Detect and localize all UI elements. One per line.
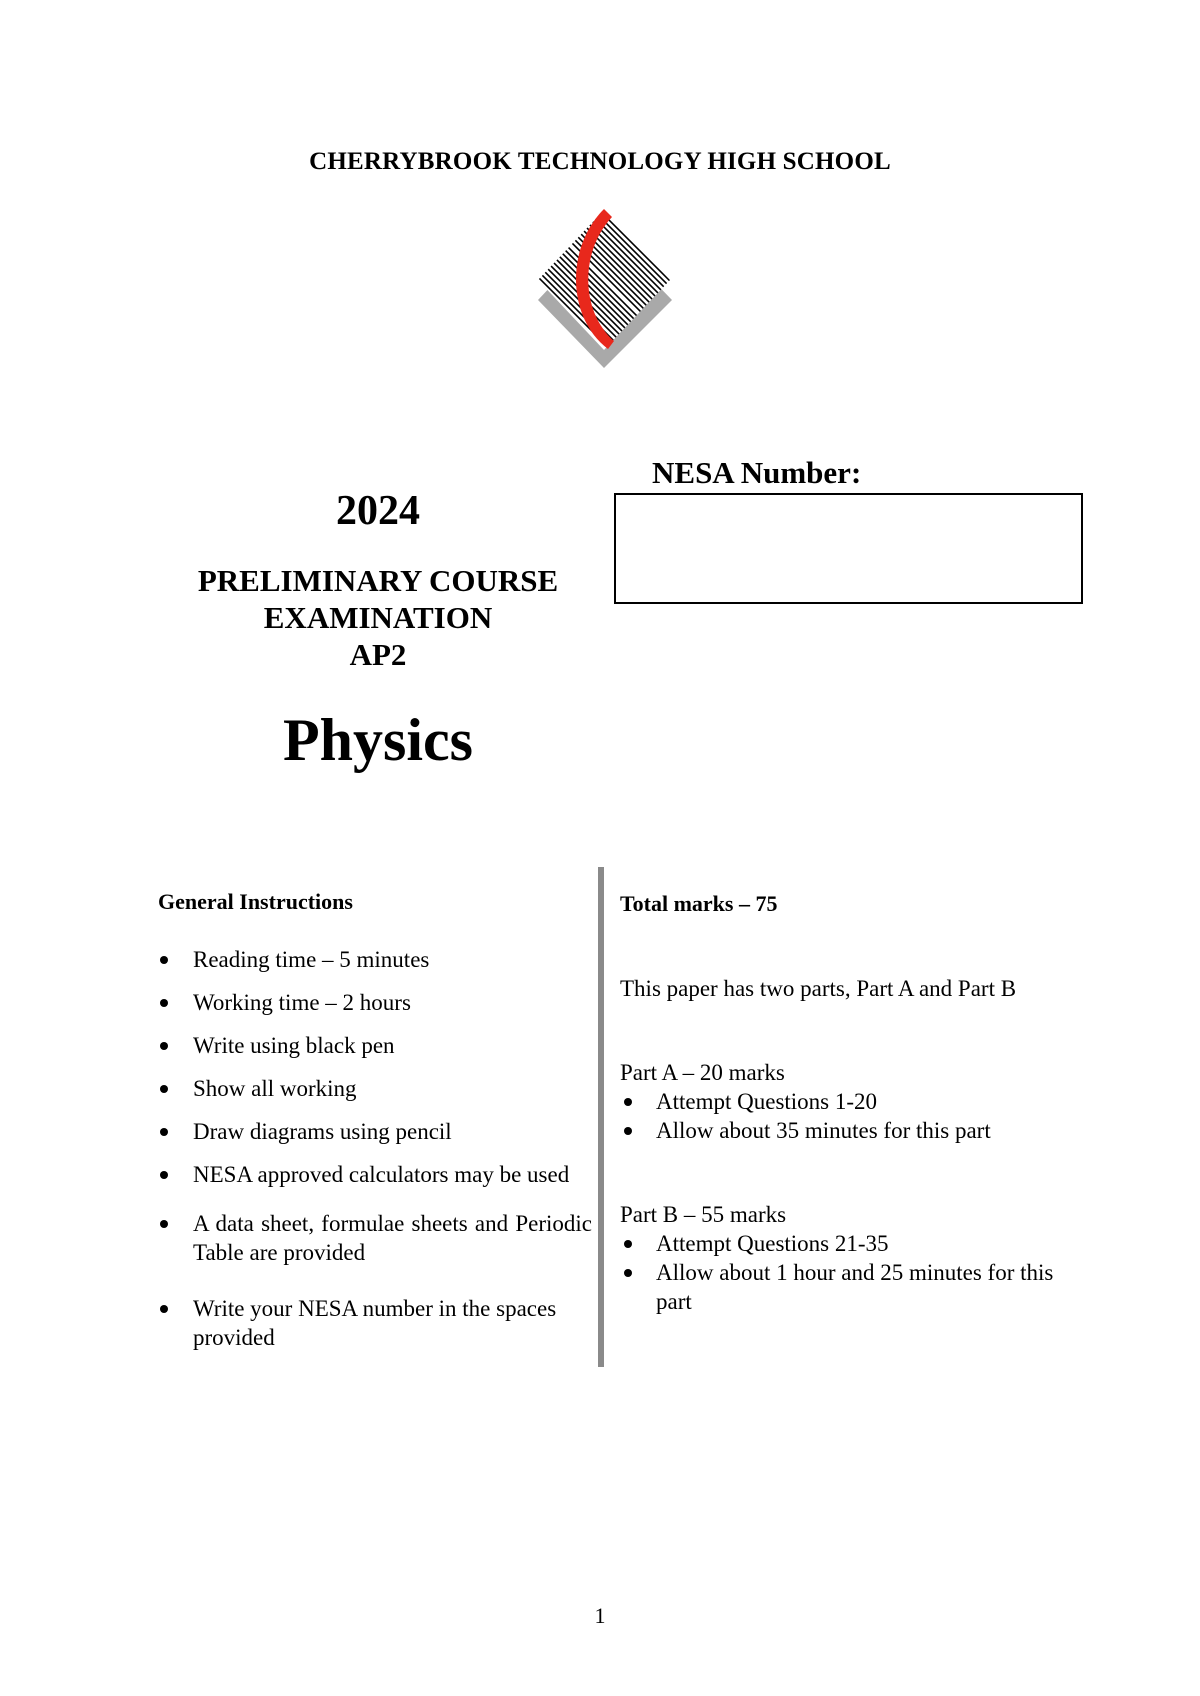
subject-title: Physics xyxy=(282,707,474,773)
list-item: A data sheet, formulae sheets and Periodic Table are provided xyxy=(158,1209,592,1267)
list-item: Draw diagrams using pencil xyxy=(158,1117,592,1146)
list-item: Allow about 35 minutes for this part xyxy=(620,1116,1080,1145)
exam-year: 2024 xyxy=(336,488,420,534)
column-divider xyxy=(598,867,604,1367)
list-item: Attempt Questions 21-35 xyxy=(620,1229,1080,1258)
list-item: Working time – 2 hours xyxy=(158,988,592,1017)
general-instructions-heading: General Instructions xyxy=(158,889,353,914)
school-name: CHERRYBROOK TECHNOLOGY HIGH SCHOOL xyxy=(309,148,891,175)
list-item: Write using black pen xyxy=(158,1031,592,1060)
list-item: Write your NESA number in the spaces provided xyxy=(158,1294,592,1352)
nesa-number-label: NESA Number: xyxy=(652,455,862,490)
course-title-line3: AP2 xyxy=(349,637,407,672)
list-item: Show all working xyxy=(158,1074,592,1103)
school-logo xyxy=(530,205,680,370)
part-b-list xyxy=(620,1229,1080,1316)
course-title-line2: EXAMINATION xyxy=(263,600,493,635)
total-marks: Total marks – 75 xyxy=(620,891,778,916)
part-a-title: Part A – 20 marks xyxy=(620,1060,785,1085)
part-b-title: Part B – 55 marks xyxy=(620,1202,787,1227)
paper-parts-summary: This paper has two parts, Part A and Part B xyxy=(620,976,1017,1001)
general-instructions-list xyxy=(158,945,592,1352)
list-item: Allow about 1 hour and 25 minutes for this part xyxy=(620,1258,1080,1316)
nesa-number-field[interactable] xyxy=(614,493,1083,604)
part-a-list xyxy=(620,1087,1080,1145)
course-title xyxy=(128,562,628,673)
list-item: Attempt Questions 1-20 xyxy=(620,1087,1080,1116)
page-number: 1 xyxy=(594,1603,606,1628)
list-item: Reading time – 5 minutes xyxy=(158,945,592,974)
course-title-line1: PRELIMINARY COURSE xyxy=(197,563,559,598)
list-item: NESA approved calculators may be used xyxy=(158,1160,592,1189)
